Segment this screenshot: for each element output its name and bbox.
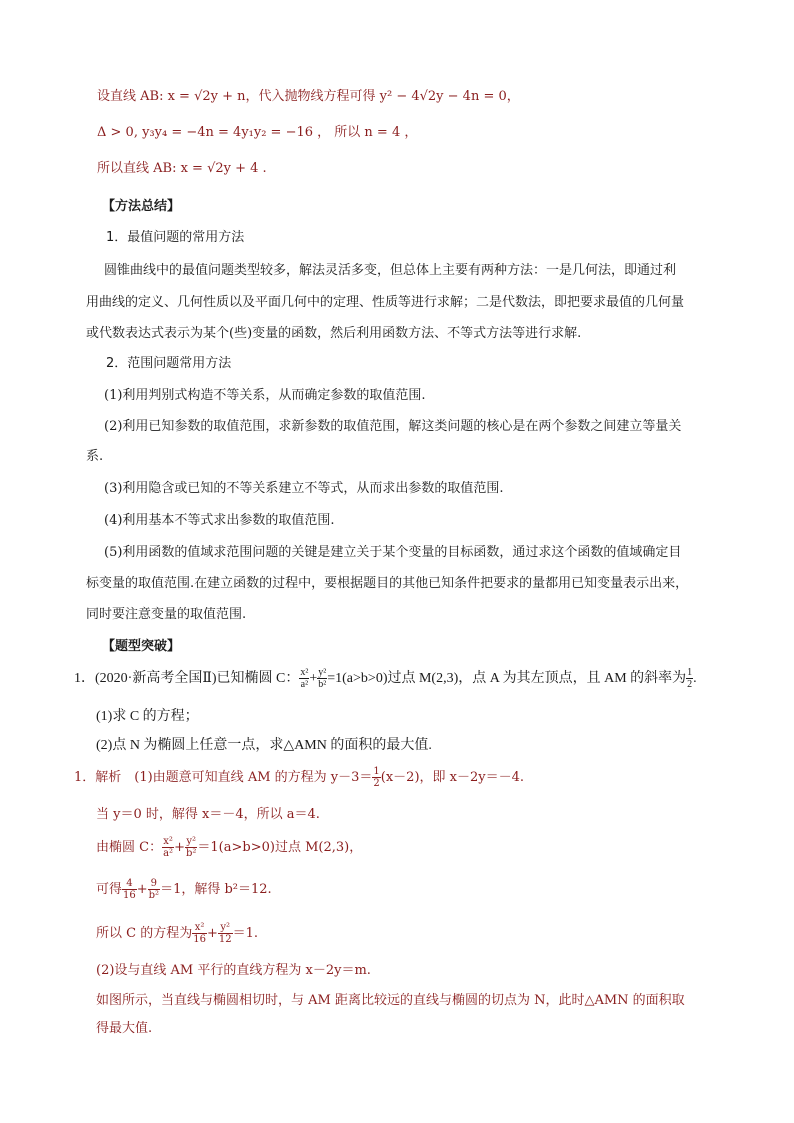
- a5-plus: +: [206, 926, 218, 941]
- method-s2-title: 2．范围问题常用方法: [106, 356, 232, 371]
- a3-frac-x: $\frac{\text{x²}}{\text{a²}}$: [163, 836, 174, 859]
- method-s1-p2: 用曲线的定义、几何性质以及平面几何中的定理、性质等进行求解；二是代数法，即把要求最值的几何量: [86, 295, 685, 310]
- sol-line-3: 所以直线 AB: x = √2y + 4 .: [97, 161, 267, 176]
- method-item-1: (1)利用判别式构造不等关系，从而确定参数的取值范围.: [104, 388, 426, 403]
- method-item-4: (4)利用基本不等式求出参数的取值范围.: [104, 513, 335, 528]
- q1-frac-y: $\frac{\text{y²}}{\text{b²}}$: [318, 667, 327, 691]
- a3-frac-y: $\frac{\text{y²}}{\text{b²}}$: [185, 836, 197, 859]
- method-item-3: (3)利用隐含或已知的不等关系建立不等式，从而求出参数的取值范围.: [104, 481, 504, 496]
- method-item-2b: 系.: [86, 449, 104, 464]
- q1-frac-x: $\frac{\text{x²}}{\text{a²}}$: [300, 667, 309, 691]
- a1-end: (x－2)，即 x－2y＝－4.: [380, 770, 525, 785]
- method-item-5c: 同时要注意变量的取值范围.: [86, 607, 247, 622]
- a3-end: ＝1(a>b>0)过点 M(2,3)，: [197, 840, 363, 855]
- q1-part-1: (1)求 C 的方程；: [96, 709, 199, 724]
- solution-line-1: [74, 764, 524, 792]
- q1-prefix: 1．(2020·新高考全国Ⅱ)已知椭圆 C：: [74, 671, 300, 686]
- a3-plus: +: [174, 840, 185, 855]
- method-item-5b: 标变量的取值范围.在建立函数的过程中，要根据题目的其他已知条件把要求的量都用已知变量表示出来，: [86, 576, 689, 591]
- a1-frac: $\frac{1}{2}$: [373, 766, 380, 789]
- method-s1-p3: 或代数表达式表示为某个(些)变量的函数，然后利用函数方法、不等式方法等进行求解.: [86, 326, 582, 341]
- practice-title: 【题型突破】: [102, 639, 181, 654]
- method-s1-title: 1．最值问题的常用方法: [106, 230, 245, 245]
- question-1: [74, 664, 697, 694]
- solution-line-5: [96, 920, 258, 948]
- solution-line-7b: 得最大值.: [96, 1021, 153, 1036]
- a4-plus: +: [136, 882, 148, 897]
- a5-frac-y: $\frac{\text{y²}}{12}$: [218, 922, 232, 945]
- method-title: 【方法总结】: [102, 199, 181, 214]
- a3-prefix: 由椭圆 C：: [96, 840, 163, 855]
- a4-prefix: 可得: [96, 882, 123, 897]
- sol-line-2: Δ > 0, y₃y₄ = −4n = 4y₁y₂ = −16 ， 所以 n = 4 ，: [97, 125, 418, 140]
- q1-plus: +: [309, 671, 318, 686]
- a5-prefix: 所以 C 的方程为: [96, 926, 193, 941]
- solution-line-6: (2)设与直线 AM 平行的直线方程为 x－2y＝m.: [96, 963, 371, 978]
- a5-frac-x: $\frac{\text{x²}}{16}$: [193, 922, 206, 945]
- a1-prefix: 1．解析 (1)由题意可知直线 AM 的方程为 y－3＝: [74, 770, 373, 785]
- method-item-5a: (5)利用函数的值域求范围问题的关键是建立关于某个变量的目标函数，通过求这个函数的值域确定目: [104, 545, 682, 560]
- a4-frac-2: $\frac{9}{\text{b²}}$: [148, 878, 160, 901]
- solution-line-3: [96, 834, 362, 862]
- solution-line-4: [96, 876, 272, 904]
- q1-mid: =1(a>b>0)过点 M(2,3)，点 A 为其左顶点，且 AM 的斜率为: [327, 671, 687, 686]
- q1-part-2: (2)点 N 为椭圆上任意一点，求△AMN 的面积的最大值.: [96, 738, 432, 753]
- a4-end: ＝1，解得 b²＝12.: [160, 882, 272, 897]
- method-item-2a: (2)利用已知参数的取值范围，求新参数的取值范围，解这类问题的核心是在两个参数之间建立等量关: [104, 419, 682, 434]
- method-s1-p1: 圆锥曲线中的最值问题类型较多，解法灵活多变，但总体上主要有两种方法：一是几何法，即通过利: [104, 263, 677, 278]
- q1-frac-slope: $\frac{1}{2}$: [687, 667, 693, 691]
- q1-end: .: [693, 671, 697, 686]
- solution-line-7a: 如图所示，当直线与椭圆相切时，与 AM 距离比较远的直线与椭圆的切点为 N，此时△AMN 的面积取: [96, 993, 685, 1008]
- solution-line-2: 当 y＝0 时，解得 x＝－4，所以 a＝4.: [96, 807, 320, 822]
- a4-frac-1: $\frac{4}{16}$: [123, 878, 136, 901]
- sol-line-1: 设直线 AB: x = √2y + n，代入抛物线方程可得 y² − 4√2y − 4n = 0，: [97, 89, 520, 104]
- a5-end: ＝1.: [232, 926, 258, 941]
